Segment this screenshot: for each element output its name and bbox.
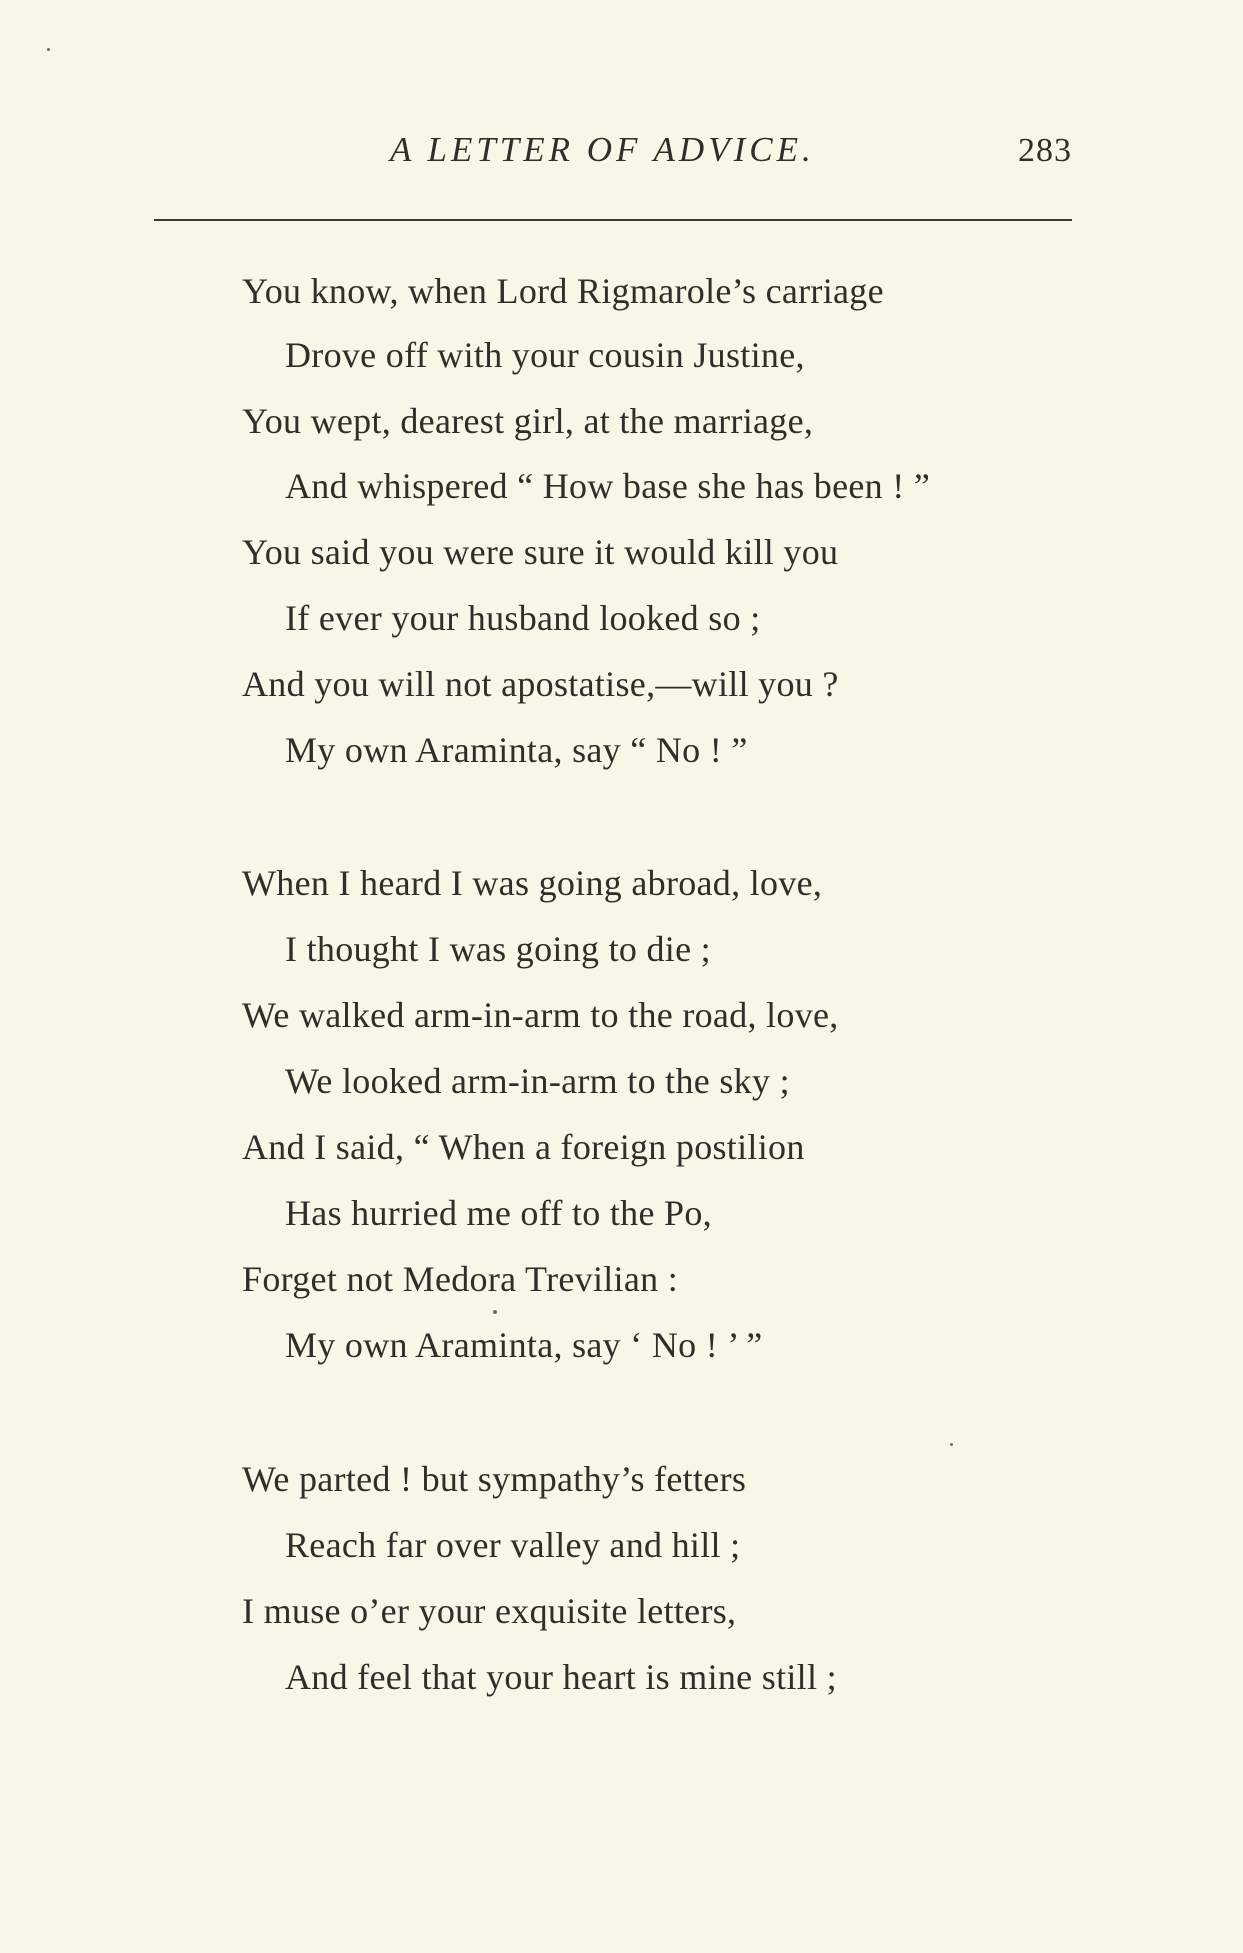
poem-line: We looked arm-in-arm to the sky ;	[285, 1061, 790, 1101]
poem-line: I thought I was going to die ;	[285, 929, 711, 969]
poem-line: My own Araminta, say ‘ No ! ’ ”	[285, 1325, 763, 1365]
poem-line: Has hurried me off to the Po,	[285, 1193, 712, 1233]
running-title: A LETTER OF ADVICE.	[390, 130, 815, 169]
poem-line: We walked arm-in-arm to the road, love,	[242, 995, 839, 1035]
poem-line: I muse o’er your exquisite letters,	[242, 1591, 737, 1631]
poem-line: And feel that your heart is mine still ;	[285, 1657, 837, 1697]
page-number: 283	[1018, 132, 1072, 169]
poem-line: You know, when Lord Rigmarole’s carriage	[242, 271, 884, 311]
paper-speck	[493, 1310, 497, 1314]
poem-line: And I said, “ When a foreign postilion	[242, 1127, 805, 1167]
poem-line: My own Araminta, say “ No ! ”	[285, 730, 748, 770]
poem-line: We parted ! but sympathy’s fetters	[242, 1459, 747, 1499]
poem-line: You said you were sure it would kill you	[242, 532, 839, 572]
poem-line: When I heard I was going abroad, love,	[242, 863, 823, 903]
poem-line: And you will not apostatise,—will you ?	[242, 664, 839, 704]
poem-line: You wept, dearest girl, at the marriage,	[242, 401, 814, 441]
poem-line: If ever your husband looked so ;	[285, 598, 761, 638]
poem-line: And whispered “ How base she has been ! ”	[285, 466, 931, 506]
poem-line: Drove off with your cousin Justine,	[285, 335, 805, 375]
paper-speck	[950, 1443, 953, 1446]
paper-speck	[47, 48, 50, 51]
poem-line: Forget not Medora Trevilian :	[242, 1259, 679, 1299]
poem-line: Reach far over valley and hill ;	[285, 1525, 741, 1565]
